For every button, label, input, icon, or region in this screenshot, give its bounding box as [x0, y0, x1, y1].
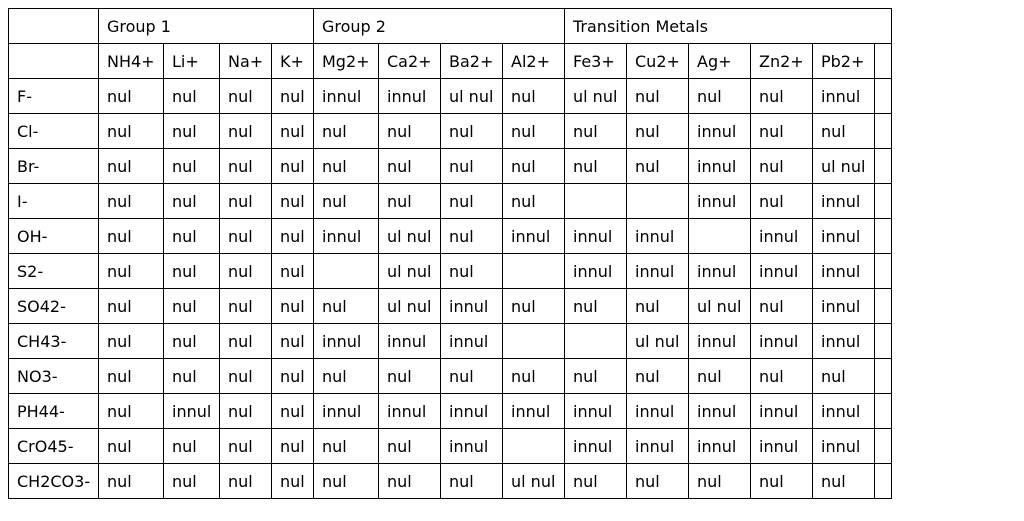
solubility-cell: nul: [272, 254, 314, 289]
solubility-cell: nul: [441, 149, 503, 184]
solubility-cell: innul: [379, 79, 441, 114]
solubility-cell: ul nul: [379, 219, 441, 254]
solubility-cell: nul: [751, 79, 813, 114]
solubility-cell: nul: [272, 324, 314, 359]
solubility-cell: nul: [164, 219, 220, 254]
solubility-cell: ul nul: [379, 254, 441, 289]
solubility-cell: innul: [565, 429, 627, 464]
group-2-header: Group 2: [314, 9, 565, 44]
solubility-cell: ul nul: [813, 149, 875, 184]
solubility-cell: nul: [379, 149, 441, 184]
solubility-cell: nul: [164, 114, 220, 149]
solubility-cell: nul: [220, 184, 272, 219]
solubility-cell: [627, 184, 689, 219]
solubility-cell: nul: [503, 79, 565, 114]
solubility-cell: innul: [314, 324, 379, 359]
solubility-cell: nul: [99, 79, 164, 114]
solubility-cell: nul: [220, 219, 272, 254]
solubility-cell: [875, 429, 892, 464]
solubility-cell: nul: [99, 184, 164, 219]
table-row: [9, 114, 892, 149]
solubility-cell: [875, 149, 892, 184]
anion-label: Cl-: [9, 114, 99, 149]
group-header-row: [9, 9, 892, 44]
solubility-cell: nul: [272, 359, 314, 394]
solubility-cell: [875, 219, 892, 254]
solubility-cell: innul: [689, 324, 751, 359]
solubility-cell: [875, 289, 892, 324]
solubility-cell: nul: [627, 114, 689, 149]
solubility-cell: nul: [751, 289, 813, 324]
solubility-cell: nul: [272, 219, 314, 254]
solubility-cell: nul: [164, 254, 220, 289]
solubility-cell: nul: [379, 114, 441, 149]
anion-label: OH-: [9, 219, 99, 254]
solubility-cell: nul: [813, 114, 875, 149]
solubility-cell: nul: [99, 149, 164, 184]
solubility-cell: innul: [689, 429, 751, 464]
anion-label: PH44-: [9, 394, 99, 429]
table-row: [9, 429, 892, 464]
solubility-cell: nul: [99, 394, 164, 429]
solubility-cell: nul: [164, 324, 220, 359]
solubility-cell: [503, 324, 565, 359]
solubility-cell: innul: [689, 184, 751, 219]
solubility-cell: nul: [99, 359, 164, 394]
solubility-cell: innul: [751, 254, 813, 289]
solubility-cell: nul: [627, 149, 689, 184]
solubility-cell: nul: [751, 464, 813, 499]
solubility-cell: nul: [164, 429, 220, 464]
solubility-cell: nul: [751, 184, 813, 219]
cation-header: K+: [272, 44, 314, 79]
solubility-cell: innul: [813, 394, 875, 429]
solubility-cell: innul: [441, 324, 503, 359]
cation-header: Na+: [220, 44, 272, 79]
solubility-cell: nul: [314, 149, 379, 184]
solubility-cell: nul: [314, 464, 379, 499]
solubility-cell: nul: [627, 464, 689, 499]
solubility-cell: nul: [379, 464, 441, 499]
table-row: [9, 149, 892, 184]
solubility-cell: nul: [503, 149, 565, 184]
solubility-cell: innul: [627, 219, 689, 254]
solubility-cell: innul: [689, 149, 751, 184]
solubility-cell: ul nul: [627, 324, 689, 359]
solubility-cell: nul: [220, 429, 272, 464]
anion-label: F-: [9, 79, 99, 114]
solubility-cell: ul nul: [565, 79, 627, 114]
solubility-cell: nul: [503, 114, 565, 149]
solubility-cell: nul: [441, 359, 503, 394]
solubility-cell: innul: [813, 184, 875, 219]
solubility-cell: nul: [689, 464, 751, 499]
table-row: [9, 464, 892, 499]
solubility-cell: innul: [751, 394, 813, 429]
table-row: [9, 289, 892, 324]
solubility-cell: innul: [314, 79, 379, 114]
solubility-cell: nul: [164, 79, 220, 114]
anion-label: S2-: [9, 254, 99, 289]
solubility-cell: ul nul: [689, 289, 751, 324]
solubility-cell: nul: [99, 464, 164, 499]
solubility-cell: [503, 429, 565, 464]
solubility-cell: innul: [314, 219, 379, 254]
solubility-cell: nul: [503, 359, 565, 394]
solubility-cell: nul: [441, 219, 503, 254]
solubility-cell: nul: [813, 464, 875, 499]
solubility-cell: nul: [314, 184, 379, 219]
table-row: [9, 184, 892, 219]
cation-header: Fe3+: [565, 44, 627, 79]
solubility-cell: nul: [220, 79, 272, 114]
table-row: [9, 219, 892, 254]
solubility-cell: nul: [164, 464, 220, 499]
cation-header-corner: [9, 44, 99, 79]
solubility-cell: nul: [441, 114, 503, 149]
solubility-cell: [875, 254, 892, 289]
solubility-cell: nul: [272, 394, 314, 429]
solubility-cell: ul nul: [441, 79, 503, 114]
solubility-cell: nul: [565, 149, 627, 184]
solubility-cell: nul: [220, 394, 272, 429]
anion-label: I-: [9, 184, 99, 219]
solubility-cell: [875, 394, 892, 429]
solubility-cell: nul: [220, 324, 272, 359]
solubility-cell: nul: [751, 359, 813, 394]
solubility-cell: nul: [503, 289, 565, 324]
solubility-cell: [875, 464, 892, 499]
solubility-cell: innul: [751, 429, 813, 464]
solubility-cell: [875, 359, 892, 394]
solubility-cell: nul: [99, 254, 164, 289]
solubility-cell: nul: [164, 149, 220, 184]
cation-header: Pb2+: [813, 44, 875, 79]
solubility-cell: nul: [220, 289, 272, 324]
solubility-cell: [565, 324, 627, 359]
cation-header-row: [9, 44, 892, 79]
solubility-cell: [314, 254, 379, 289]
solubility-cell: innul: [813, 79, 875, 114]
cation-header: Ca2+: [379, 44, 441, 79]
transition-metals-header: Transition Metals: [565, 9, 892, 44]
solubility-cell: innul: [627, 429, 689, 464]
cation-header: Mg2+: [314, 44, 379, 79]
anion-label: CH43-: [9, 324, 99, 359]
solubility-cell: nul: [565, 464, 627, 499]
solubility-cell: nul: [272, 464, 314, 499]
header-corner-cell: [9, 9, 99, 44]
solubility-cell: nul: [689, 359, 751, 394]
solubility-cell: [689, 219, 751, 254]
solubility-cell: nul: [272, 184, 314, 219]
solubility-cell: nul: [99, 324, 164, 359]
cation-header: NH4+: [99, 44, 164, 79]
solubility-cell: nul: [441, 464, 503, 499]
solubility-cell: innul: [379, 394, 441, 429]
solubility-cell: nul: [99, 219, 164, 254]
solubility-cell: [875, 79, 892, 114]
solubility-cell: innul: [813, 324, 875, 359]
anion-label: CH2CO3-: [9, 464, 99, 499]
solubility-cell: nul: [272, 79, 314, 114]
solubility-cell: nul: [751, 114, 813, 149]
solubility-cell: nul: [627, 359, 689, 394]
solubility-cell: nul: [314, 114, 379, 149]
solubility-cell: nul: [164, 184, 220, 219]
cation-header: Ba2+: [441, 44, 503, 79]
solubility-cell: nul: [220, 464, 272, 499]
solubility-cell: innul: [751, 219, 813, 254]
solubility-cell: nul: [503, 184, 565, 219]
solubility-cell: innul: [164, 394, 220, 429]
solubility-cell: innul: [689, 394, 751, 429]
solubility-cell: innul: [689, 254, 751, 289]
solubility-cell: nul: [379, 429, 441, 464]
solubility-cell: nul: [99, 114, 164, 149]
solubility-cell: [875, 324, 892, 359]
group-1-header: Group 1: [99, 9, 314, 44]
solubility-cell: nul: [272, 114, 314, 149]
solubility-cell: innul: [813, 429, 875, 464]
solubility-cell: nul: [751, 149, 813, 184]
solubility-cell: nul: [220, 149, 272, 184]
solubility-cell: innul: [379, 324, 441, 359]
solubility-cell: [875, 184, 892, 219]
solubility-cell: innul: [565, 219, 627, 254]
solubility-cell: innul: [813, 289, 875, 324]
solubility-cell: innul: [689, 114, 751, 149]
anion-label: SO42-: [9, 289, 99, 324]
solubility-cell: nul: [164, 289, 220, 324]
cation-header: Ag+: [689, 44, 751, 79]
solubility-cell: nul: [99, 429, 164, 464]
cation-header: [875, 44, 892, 79]
solubility-cell: innul: [813, 254, 875, 289]
solubility-cell: nul: [314, 359, 379, 394]
solubility-cell: [503, 254, 565, 289]
solubility-cell: nul: [272, 429, 314, 464]
solubility-cell: innul: [314, 394, 379, 429]
cation-header: Zn2+: [751, 44, 813, 79]
solubility-cell: nul: [565, 114, 627, 149]
solubility-cell: nul: [565, 359, 627, 394]
solubility-cell: nul: [99, 289, 164, 324]
cation-header: Al2+: [503, 44, 565, 79]
solubility-cell: nul: [627, 79, 689, 114]
cation-header: Li+: [164, 44, 220, 79]
solubility-cell: nul: [272, 289, 314, 324]
solubility-cell: nul: [314, 289, 379, 324]
solubility-cell: nul: [441, 254, 503, 289]
solubility-cell: nul: [813, 359, 875, 394]
anion-label: CrO45-: [9, 429, 99, 464]
solubility-cell: nul: [379, 184, 441, 219]
solubility-cell: nul: [565, 289, 627, 324]
solubility-cell: innul: [441, 289, 503, 324]
solubility-cell: [875, 114, 892, 149]
solubility-table: [8, 8, 892, 499]
solubility-cell: innul: [565, 254, 627, 289]
solubility-cell: nul: [220, 359, 272, 394]
solubility-cell: innul: [627, 394, 689, 429]
solubility-cell: innul: [813, 219, 875, 254]
solubility-cell: innul: [503, 219, 565, 254]
solubility-cell: innul: [627, 254, 689, 289]
solubility-cell: nul: [164, 359, 220, 394]
solubility-cell: innul: [441, 394, 503, 429]
solubility-cell: nul: [689, 79, 751, 114]
table-row: [9, 359, 892, 394]
solubility-cell: innul: [503, 394, 565, 429]
solubility-cell: nul: [441, 184, 503, 219]
table-row: [9, 394, 892, 429]
solubility-cell: nul: [272, 149, 314, 184]
solubility-cell: innul: [565, 394, 627, 429]
table-body: [9, 79, 892, 499]
solubility-cell: nul: [220, 254, 272, 289]
solubility-cell: innul: [751, 324, 813, 359]
anion-label: NO3-: [9, 359, 99, 394]
solubility-cell: nul: [220, 114, 272, 149]
solubility-cell: nul: [314, 429, 379, 464]
cation-header: Cu2+: [627, 44, 689, 79]
table-row: [9, 79, 892, 114]
solubility-cell: ul nul: [503, 464, 565, 499]
solubility-cell: nul: [627, 289, 689, 324]
solubility-cell: ul nul: [379, 289, 441, 324]
solubility-cell: innul: [441, 429, 503, 464]
solubility-cell: nul: [379, 359, 441, 394]
anion-label: Br-: [9, 149, 99, 184]
table-row: [9, 254, 892, 289]
solubility-cell: [565, 184, 627, 219]
table-row: [9, 324, 892, 359]
